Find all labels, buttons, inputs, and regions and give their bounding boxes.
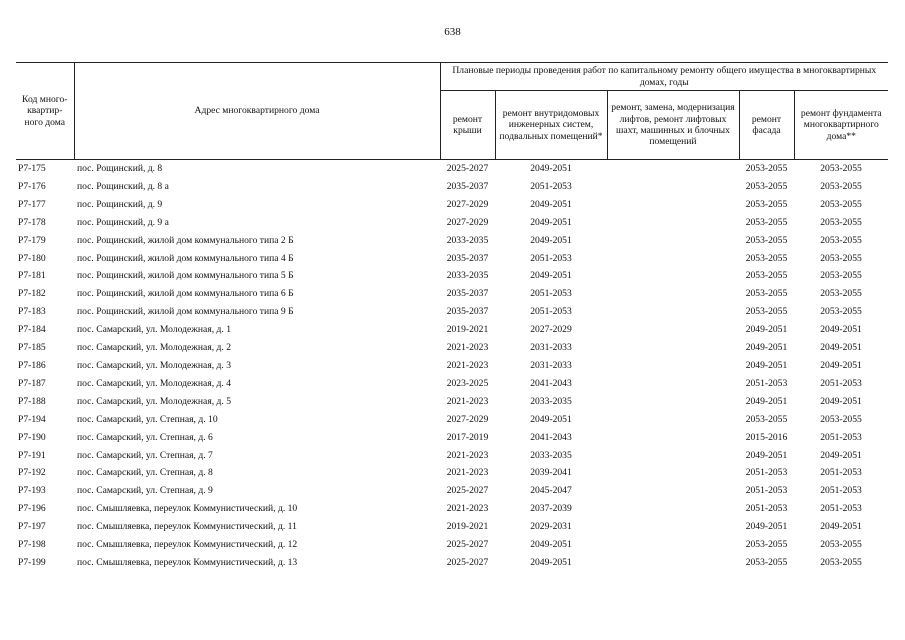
cell-foundation: 2049-2051 (820, 342, 862, 354)
cell-systems: 2033-2035 (530, 449, 572, 461)
header-foundation: ремонт фундамента многоквартирного дома** (794, 91, 888, 160)
cell-facade: 2051-2053 (745, 485, 788, 497)
cell-foundation: 2053-2055 (820, 413, 862, 425)
cell-foundation: 2053-2055 (820, 270, 862, 282)
cell-lifts (607, 429, 739, 447)
cell-roof: 2023-2025 (446, 377, 489, 389)
table-row (16, 447, 888, 465)
cell-address: пос. Самарский, ул. Степная, д. 7 (77, 449, 213, 461)
cell-facade: 2051-2053 (745, 503, 788, 515)
cell-systems: 2049-2051 (530, 234, 572, 246)
cell-code: Р7-179 (18, 234, 46, 246)
cell-address: пос. Смышляевка, переулок Коммунистический, д. 12 (77, 539, 298, 551)
cell-address: пос. Рощинский, жилой дом коммунального типа 9 Б (77, 306, 294, 318)
cell-foundation: 2051-2053 (820, 377, 862, 389)
table-row (16, 339, 888, 357)
cell-lifts (607, 267, 739, 285)
cell-roof: 2027-2029 (446, 413, 489, 425)
cell-lifts (607, 339, 739, 357)
cell-roof: 2027-2029 (446, 216, 489, 228)
cell-roof: 2021-2023 (446, 503, 489, 515)
cell-systems: 2029-2031 (530, 521, 572, 533)
cell-systems: 2049-2051 (530, 198, 572, 210)
header-code: Код много-квартир-ного дома (16, 63, 74, 160)
header-address: Адрес многоквартирного дома (74, 63, 440, 160)
cell-code: Р7-193 (18, 485, 46, 497)
cell-systems: 2051-2053 (530, 180, 572, 192)
cell-foundation: 2053-2055 (820, 288, 862, 300)
cell-systems: 2049-2051 (530, 163, 572, 174)
table-row (16, 536, 888, 554)
cell-code: Р7-191 (18, 449, 46, 461)
cell-foundation: 2051-2053 (820, 503, 862, 515)
table-row (16, 321, 888, 339)
header-systems: ремонт внутридомовых инженерных систем, подвальных помещений* (495, 91, 607, 160)
cell-systems: 2049-2051 (530, 413, 572, 425)
cell-systems: 2045-2047 (530, 485, 572, 497)
table-row (16, 393, 888, 411)
cell-systems: 2049-2051 (530, 216, 572, 228)
cell-systems: 2031-2033 (530, 342, 572, 354)
cell-roof: 2017-2019 (446, 431, 489, 443)
table-row (16, 303, 888, 321)
cell-address: пос. Рощинский, жилой дом коммунального типа 5 Б (77, 270, 294, 282)
cell-foundation: 2051-2053 (820, 467, 862, 479)
header-roof: ремонт крыши (440, 91, 495, 160)
cell-roof: 2021-2023 (446, 395, 489, 407)
cell-code: Р7-180 (18, 252, 46, 264)
cell-facade: 2053-2055 (745, 539, 788, 551)
cell-roof: 2025-2027 (446, 485, 489, 497)
cell-address: пос. Смышляевка, переулок Коммунистический, д. 11 (77, 521, 297, 533)
cell-roof: 2025-2027 (446, 556, 489, 568)
table-row (16, 482, 888, 500)
table-row (16, 285, 888, 303)
cell-foundation: 2053-2055 (820, 306, 862, 318)
table-row (16, 160, 888, 178)
cell-systems: 2027-2029 (530, 324, 572, 336)
cell-lifts (607, 375, 739, 393)
cell-facade: 2053-2055 (745, 288, 788, 300)
cell-code: Р7-197 (18, 521, 46, 533)
cell-foundation: 2053-2055 (820, 539, 862, 551)
cell-address: пос. Самарский, ул. Молодежная, д. 5 (77, 395, 232, 407)
cell-foundation: 2053-2055 (820, 556, 862, 568)
cell-foundation: 2053-2055 (820, 180, 862, 192)
cell-address: пос. Рощинский, д. 9 (77, 198, 163, 210)
cell-facade: 2053-2055 (745, 252, 788, 264)
cell-foundation: 2053-2055 (820, 163, 862, 174)
cell-roof: 2019-2021 (446, 324, 489, 336)
cell-code: Р7-196 (18, 503, 46, 515)
cell-facade: 2053-2055 (745, 216, 788, 228)
table-row (16, 357, 888, 375)
cell-foundation: 2049-2051 (820, 521, 862, 533)
cell-code: Р7-182 (18, 288, 46, 300)
table-row (16, 554, 888, 572)
cell-facade: 2053-2055 (745, 270, 788, 282)
cell-roof: 2033-2035 (446, 270, 489, 282)
cell-code: Р7-175 (18, 163, 46, 174)
cell-address: пос. Рощинский, жилой дом коммунального типа 2 Б (77, 234, 294, 246)
cell-address: пос. Самарский, ул. Степная, д. 9 (77, 485, 213, 497)
cell-lifts (607, 232, 739, 250)
cell-lifts (607, 447, 739, 465)
cell-lifts (607, 411, 739, 429)
cell-lifts (607, 554, 739, 572)
cell-systems: 2039-2041 (530, 467, 572, 479)
cell-lifts (607, 357, 739, 375)
cell-roof: 2025-2027 (446, 539, 489, 551)
cell-facade: 2053-2055 (745, 180, 788, 192)
table-row (16, 250, 888, 268)
cell-systems: 2037-2039 (530, 503, 572, 515)
cell-roof: 2035-2037 (446, 306, 489, 318)
cell-roof: 2021-2023 (446, 342, 489, 354)
cell-lifts (607, 285, 739, 303)
cell-code: Р7-192 (18, 467, 46, 479)
cell-address: пос. Смышляевка, переулок Коммунистический, д. 10 (77, 503, 298, 515)
cell-lifts (607, 482, 739, 500)
cell-code: Р7-185 (18, 342, 46, 354)
cell-facade: 2049-2051 (745, 359, 788, 371)
cell-roof: 2019-2021 (446, 521, 489, 533)
cell-systems: 2049-2051 (530, 539, 572, 551)
cell-systems: 2049-2051 (530, 556, 572, 568)
cell-facade: 2015-2016 (745, 431, 788, 443)
table-row (16, 214, 888, 232)
cell-code: Р7-199 (18, 556, 46, 568)
cell-facade: 2049-2051 (745, 449, 788, 461)
cell-facade: 2049-2051 (745, 342, 788, 354)
cell-facade: 2053-2055 (745, 306, 788, 318)
cell-facade: 2049-2051 (745, 324, 788, 336)
cell-roof: 2021-2023 (446, 449, 489, 461)
table-row (16, 429, 888, 447)
cell-address: пос. Самарский, ул. Молодежная, д. 3 (77, 359, 232, 371)
cell-roof: 2021-2023 (446, 359, 489, 371)
cell-lifts (607, 321, 739, 339)
cell-code: Р7-194 (18, 413, 46, 425)
cell-code: Р7-188 (18, 395, 46, 407)
cell-foundation: 2053-2055 (820, 234, 862, 246)
cell-lifts (607, 178, 739, 196)
cell-code: Р7-176 (18, 180, 46, 192)
cell-facade: 2053-2055 (745, 413, 788, 425)
cell-address: пос. Самарский, ул. Степная, д. 10 (77, 413, 218, 425)
cell-roof: 2025-2027 (446, 163, 489, 174)
cell-systems: 2051-2053 (530, 306, 572, 318)
table-row (16, 518, 888, 536)
header-periods-group: Плановые периоды проведения работ по капитальному ремонту общего имущества в многоквартирных домах, годы (440, 63, 888, 91)
table-row (16, 267, 888, 285)
cell-address: пос. Самарский, ул. Молодежная, д. 1 (77, 324, 232, 336)
cell-facade: 2049-2051 (745, 395, 788, 407)
cell-facade: 2049-2051 (745, 521, 788, 533)
cell-roof: 2033-2035 (446, 234, 489, 246)
table-header (16, 63, 888, 160)
cell-facade: 2053-2055 (745, 163, 788, 174)
cell-code: Р7-198 (18, 539, 46, 551)
cell-facade: 2053-2055 (745, 234, 788, 246)
cell-lifts (607, 303, 739, 321)
table-row (16, 232, 888, 250)
header-facade: ремонт фасада (739, 91, 794, 160)
cell-address: пос. Рощинский, д. 8 (77, 163, 163, 174)
cell-roof: 2027-2029 (446, 198, 489, 210)
cell-facade: 2051-2053 (745, 377, 788, 389)
header-lifts: ремонт, замена, модернизация лифтов, ремонт лифтовых шахт, машинных и блочных помещений (607, 91, 739, 160)
cell-roof: 2021-2023 (446, 467, 489, 479)
cell-lifts (607, 536, 739, 554)
cell-facade: 2053-2055 (745, 198, 788, 210)
cell-foundation: 2051-2053 (820, 431, 862, 443)
table-row (16, 411, 888, 429)
cell-code: Р7-184 (18, 324, 46, 336)
table-body (16, 160, 888, 572)
capital-repair-table (16, 62, 888, 572)
cell-lifts (607, 214, 739, 232)
cell-address: пос. Рощинский, жилой дом коммунального типа 6 Б (77, 288, 294, 300)
cell-address: пос. Самарский, ул. Молодежная, д. 2 (77, 342, 232, 354)
cell-code: Р7-177 (18, 198, 46, 210)
cell-lifts (607, 160, 739, 178)
cell-systems: 2051-2053 (530, 252, 572, 264)
cell-foundation: 2049-2051 (820, 395, 862, 407)
table-row (16, 196, 888, 214)
cell-roof: 2035-2037 (446, 252, 489, 264)
cell-address: пос. Рощинский, жилой дом коммунального типа 4 Б (77, 252, 294, 264)
cell-foundation: 2049-2051 (820, 324, 862, 336)
table-row (16, 375, 888, 393)
page-number: 638 (444, 26, 461, 38)
cell-lifts (607, 250, 739, 268)
cell-foundation: 2049-2051 (820, 449, 862, 461)
cell-address: пос. Рощинский, д. 8 а (77, 180, 169, 192)
cell-foundation: 2051-2053 (820, 485, 862, 497)
cell-systems: 2051-2053 (530, 288, 572, 300)
cell-facade: 2053-2055 (745, 556, 788, 568)
cell-systems: 2041-2043 (530, 431, 572, 443)
cell-code: Р7-186 (18, 359, 46, 371)
cell-address: пос. Самарский, ул. Молодежная, д. 4 (77, 377, 232, 389)
cell-roof: 2035-2037 (446, 288, 489, 300)
cell-code: Р7-181 (18, 270, 46, 282)
table-row (16, 178, 888, 196)
cell-facade: 2051-2053 (745, 467, 788, 479)
cell-systems: 2033-2035 (530, 395, 572, 407)
cell-lifts (607, 500, 739, 518)
cell-systems: 2041-2043 (530, 377, 572, 389)
cell-address: пос. Рощинский, д. 9 а (77, 216, 169, 228)
cell-foundation: 2053-2055 (820, 252, 862, 264)
cell-code: Р7-187 (18, 377, 46, 389)
cell-address: пос. Смышляевка, переулок Коммунистический, д. 13 (77, 556, 298, 568)
cell-code: Р7-190 (18, 431, 46, 443)
cell-foundation: 2049-2051 (820, 359, 862, 371)
cell-lifts (607, 464, 739, 482)
cell-lifts (607, 196, 739, 214)
cell-lifts (607, 518, 739, 536)
cell-foundation: 2053-2055 (820, 198, 862, 210)
cell-code: Р7-178 (18, 216, 46, 228)
table-row (16, 500, 888, 518)
cell-address: пос. Самарский, ул. Степная, д. 6 (77, 431, 213, 443)
cell-code: Р7-183 (18, 306, 46, 318)
cell-lifts (607, 393, 739, 411)
cell-foundation: 2053-2055 (820, 216, 862, 228)
cell-address: пос. Самарский, ул. Степная, д. 8 (77, 467, 213, 479)
cell-systems: 2049-2051 (530, 270, 572, 282)
cell-roof: 2035-2037 (446, 180, 489, 192)
table-row (16, 464, 888, 482)
cell-systems: 2031-2033 (530, 359, 572, 371)
